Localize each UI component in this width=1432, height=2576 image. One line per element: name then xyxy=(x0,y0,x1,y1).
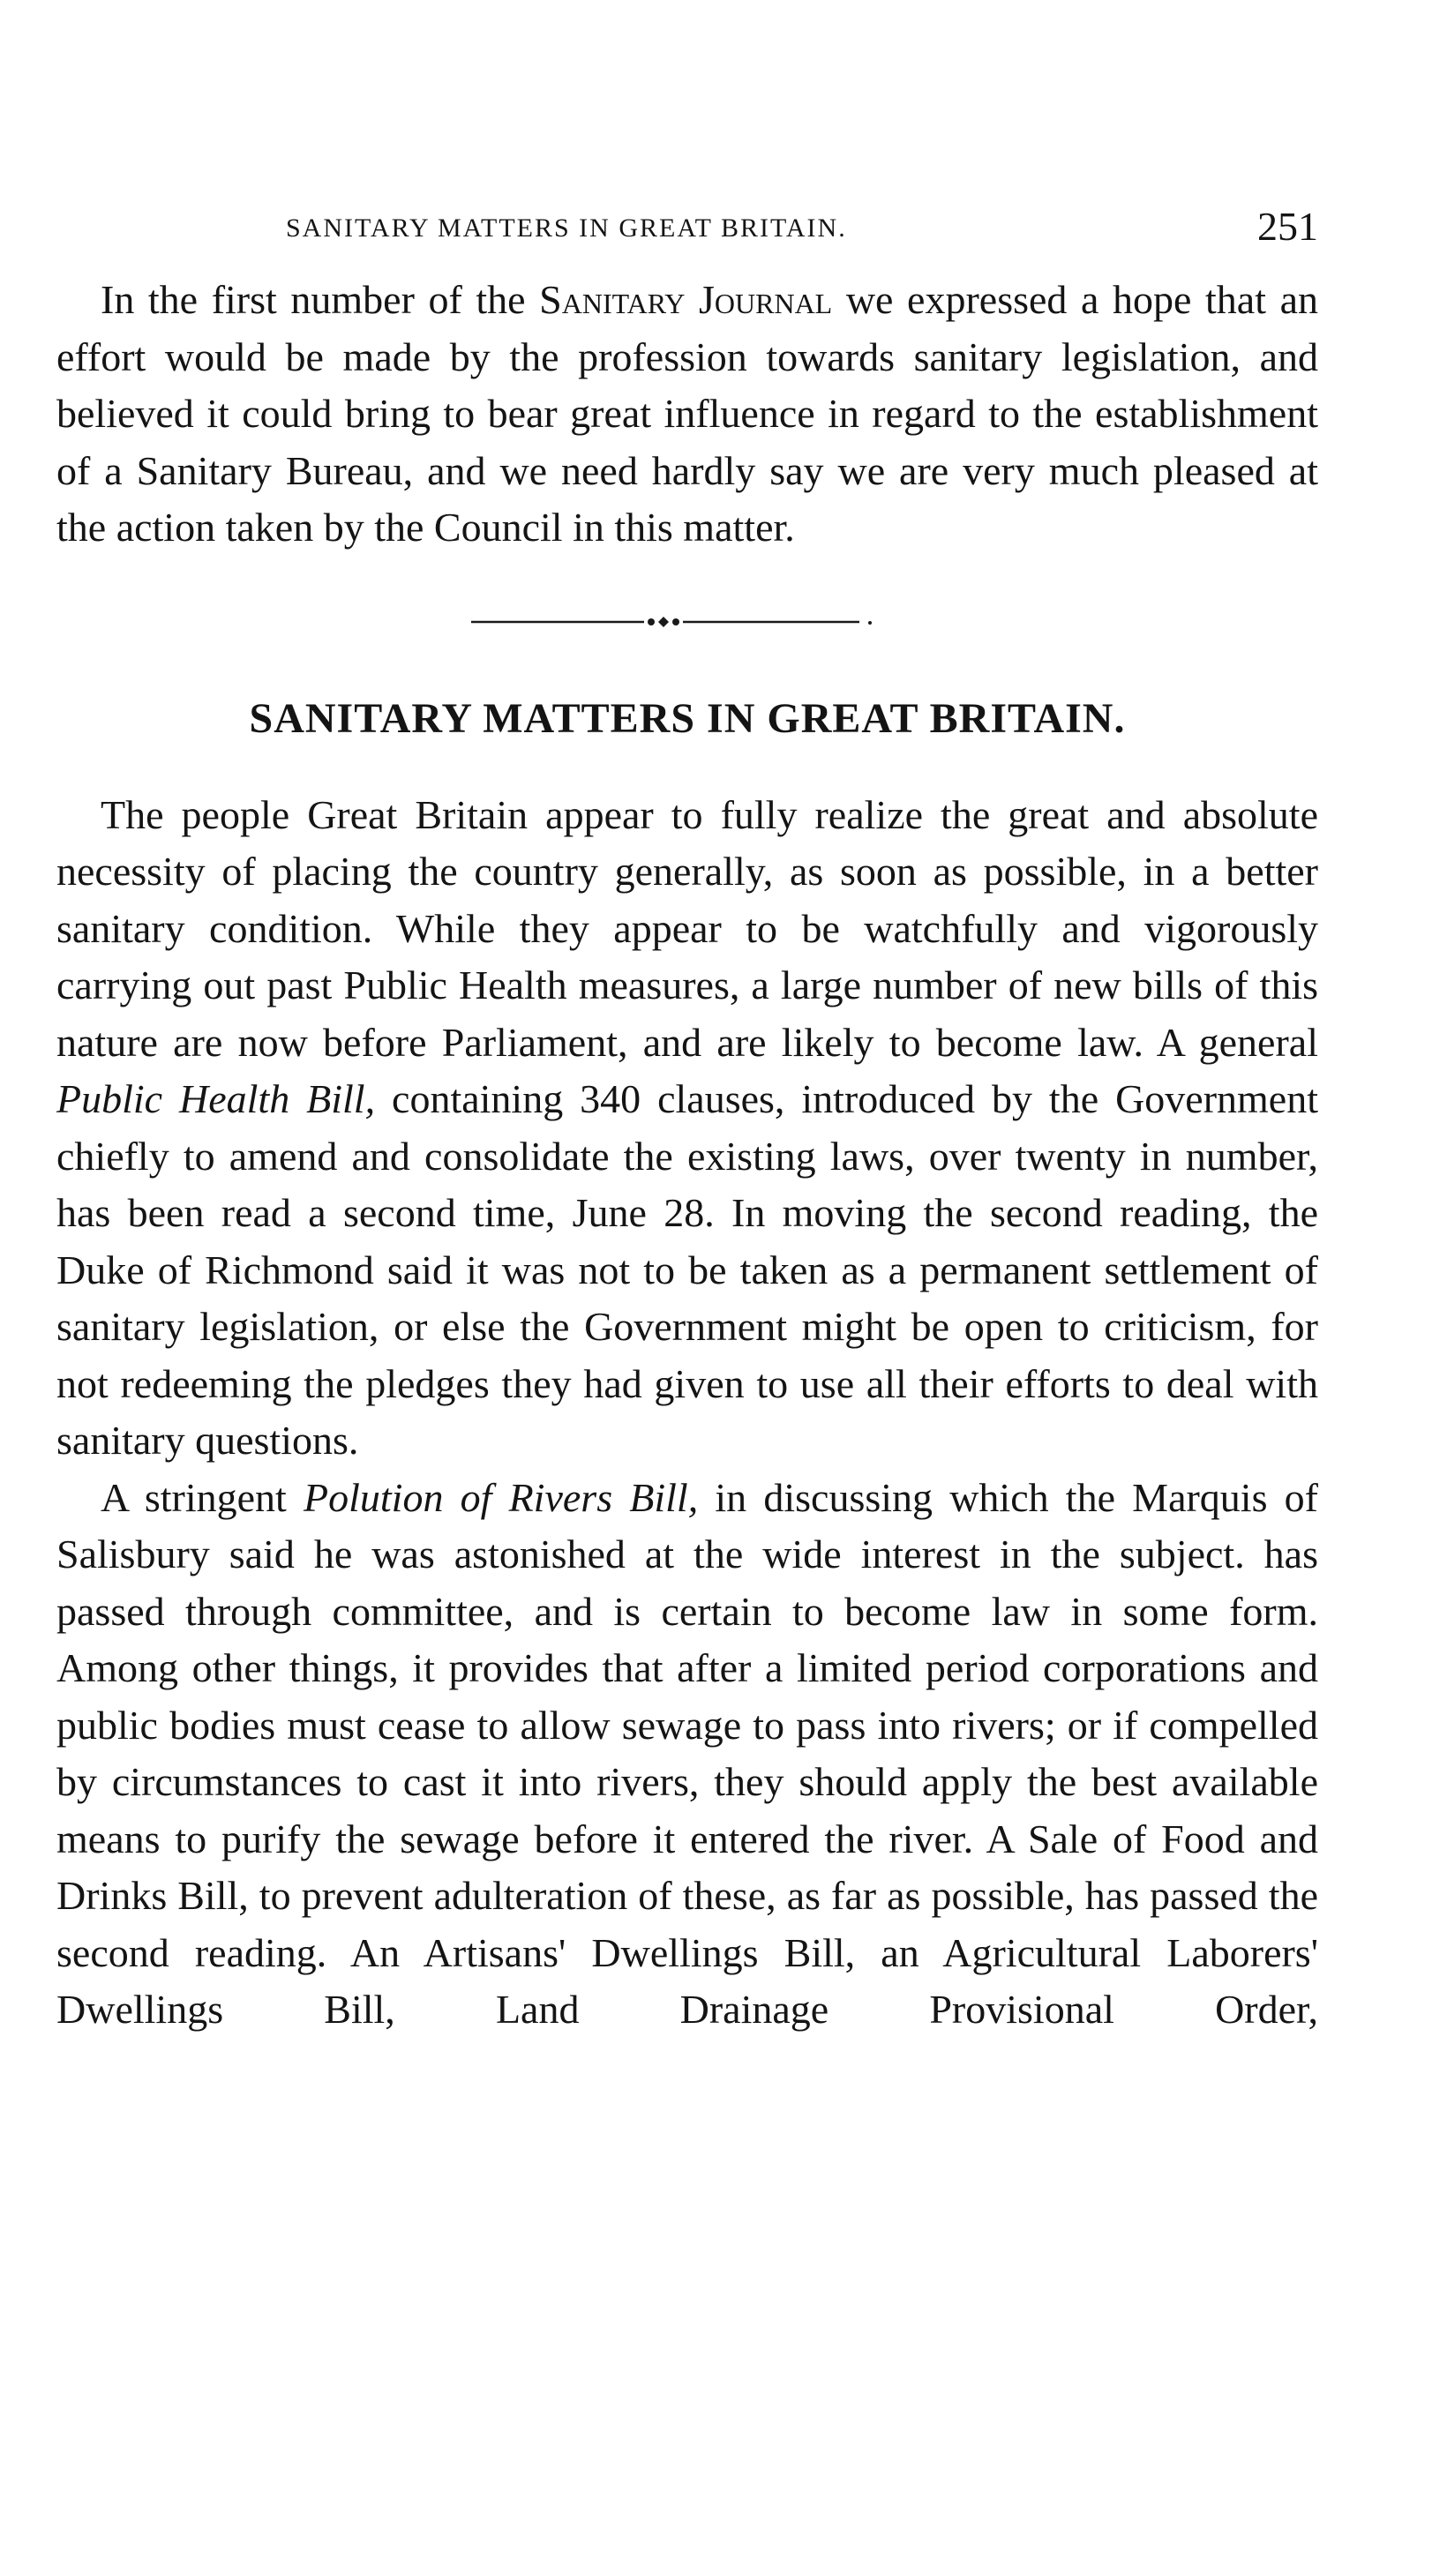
section-paragraph-2 xyxy=(56,1470,1318,2039)
journal-name: Sanitary Journal xyxy=(539,277,833,322)
intro-paragraph xyxy=(56,272,1318,557)
section-divider-ornament xyxy=(56,595,1318,675)
section-paragraph-1 xyxy=(56,787,1318,1470)
page-body xyxy=(56,203,1318,2039)
public-health-bill-title: Public Health Bill, xyxy=(56,1076,376,1121)
running-header xyxy=(56,203,1318,265)
section-heading: SANITARY MATTERS IN GREAT BRITAIN. xyxy=(249,694,1126,742)
paragraph-1-text-b: containing 340 clauses, introduced by the Government chiefly to amend and consolidate the existing laws, over twenty in number, has been read a second time, June 28. In moving the second reading, the Duke of Richmond said it was not to be taken as a permanent settlement of sanitary legislation, or else the Government might be open to criticism, for not redeeming the pledges they had given to use all their efforts to deal with sanitary questions. xyxy=(56,1076,1318,1463)
paragraph-2-text-a: A stringent xyxy=(101,1474,304,1520)
running-title: SANITARY MATTERS IN GREAT BRITAIN. xyxy=(286,213,847,243)
intro-rest-text: we expressed a hope that an effort would be made by the profession towards sanitary legislation, and believed it could bring to bear great influence in regard to the establishment of a Sanitary Bureau, and we need hardly say we are very much pleased at the action taken by the Council in this matter. xyxy=(56,277,1318,550)
page-number: 251 xyxy=(1257,204,1318,249)
paragraph-2-text-b: in discussing which the Marquis of Salisbury said he was astonished at the wide interest in the subject. has passed through committee, and is certain to become law in some form. Among other things, it provides that after a limited period corporations and public bodies must cease to allow sewage to pass into rivers; or if compelled by circumstances to cast it into rivers, they should apply the best available means to purify the sewage before it entered the river. A Sale of Food and Drinks Bill, to prevent adulteration of these, as far as possible, has passed the second reading. An Artisans' Dwellings Bill, an Agricultural Laborers' Dwellings Bill, Land Drainage Provisional Order, xyxy=(56,1474,1318,2032)
intro-lead-text: In the first number of the xyxy=(101,277,540,322)
rivers-bill-title: Polution of Rivers Bill, xyxy=(304,1474,699,1520)
divider-rule-icon xyxy=(471,613,877,631)
paragraph-1-text-a: The people Great Britain appear to fully realize the great and absolute necessity of placing the country generally, as soon as possible, in a better sanitary condition. While they appear to be watchfully and vigorously carrying out past Public Health measures, a large number of new bills of this nature are now before Parliament, and are likely to become law. A general xyxy=(56,791,1318,1065)
